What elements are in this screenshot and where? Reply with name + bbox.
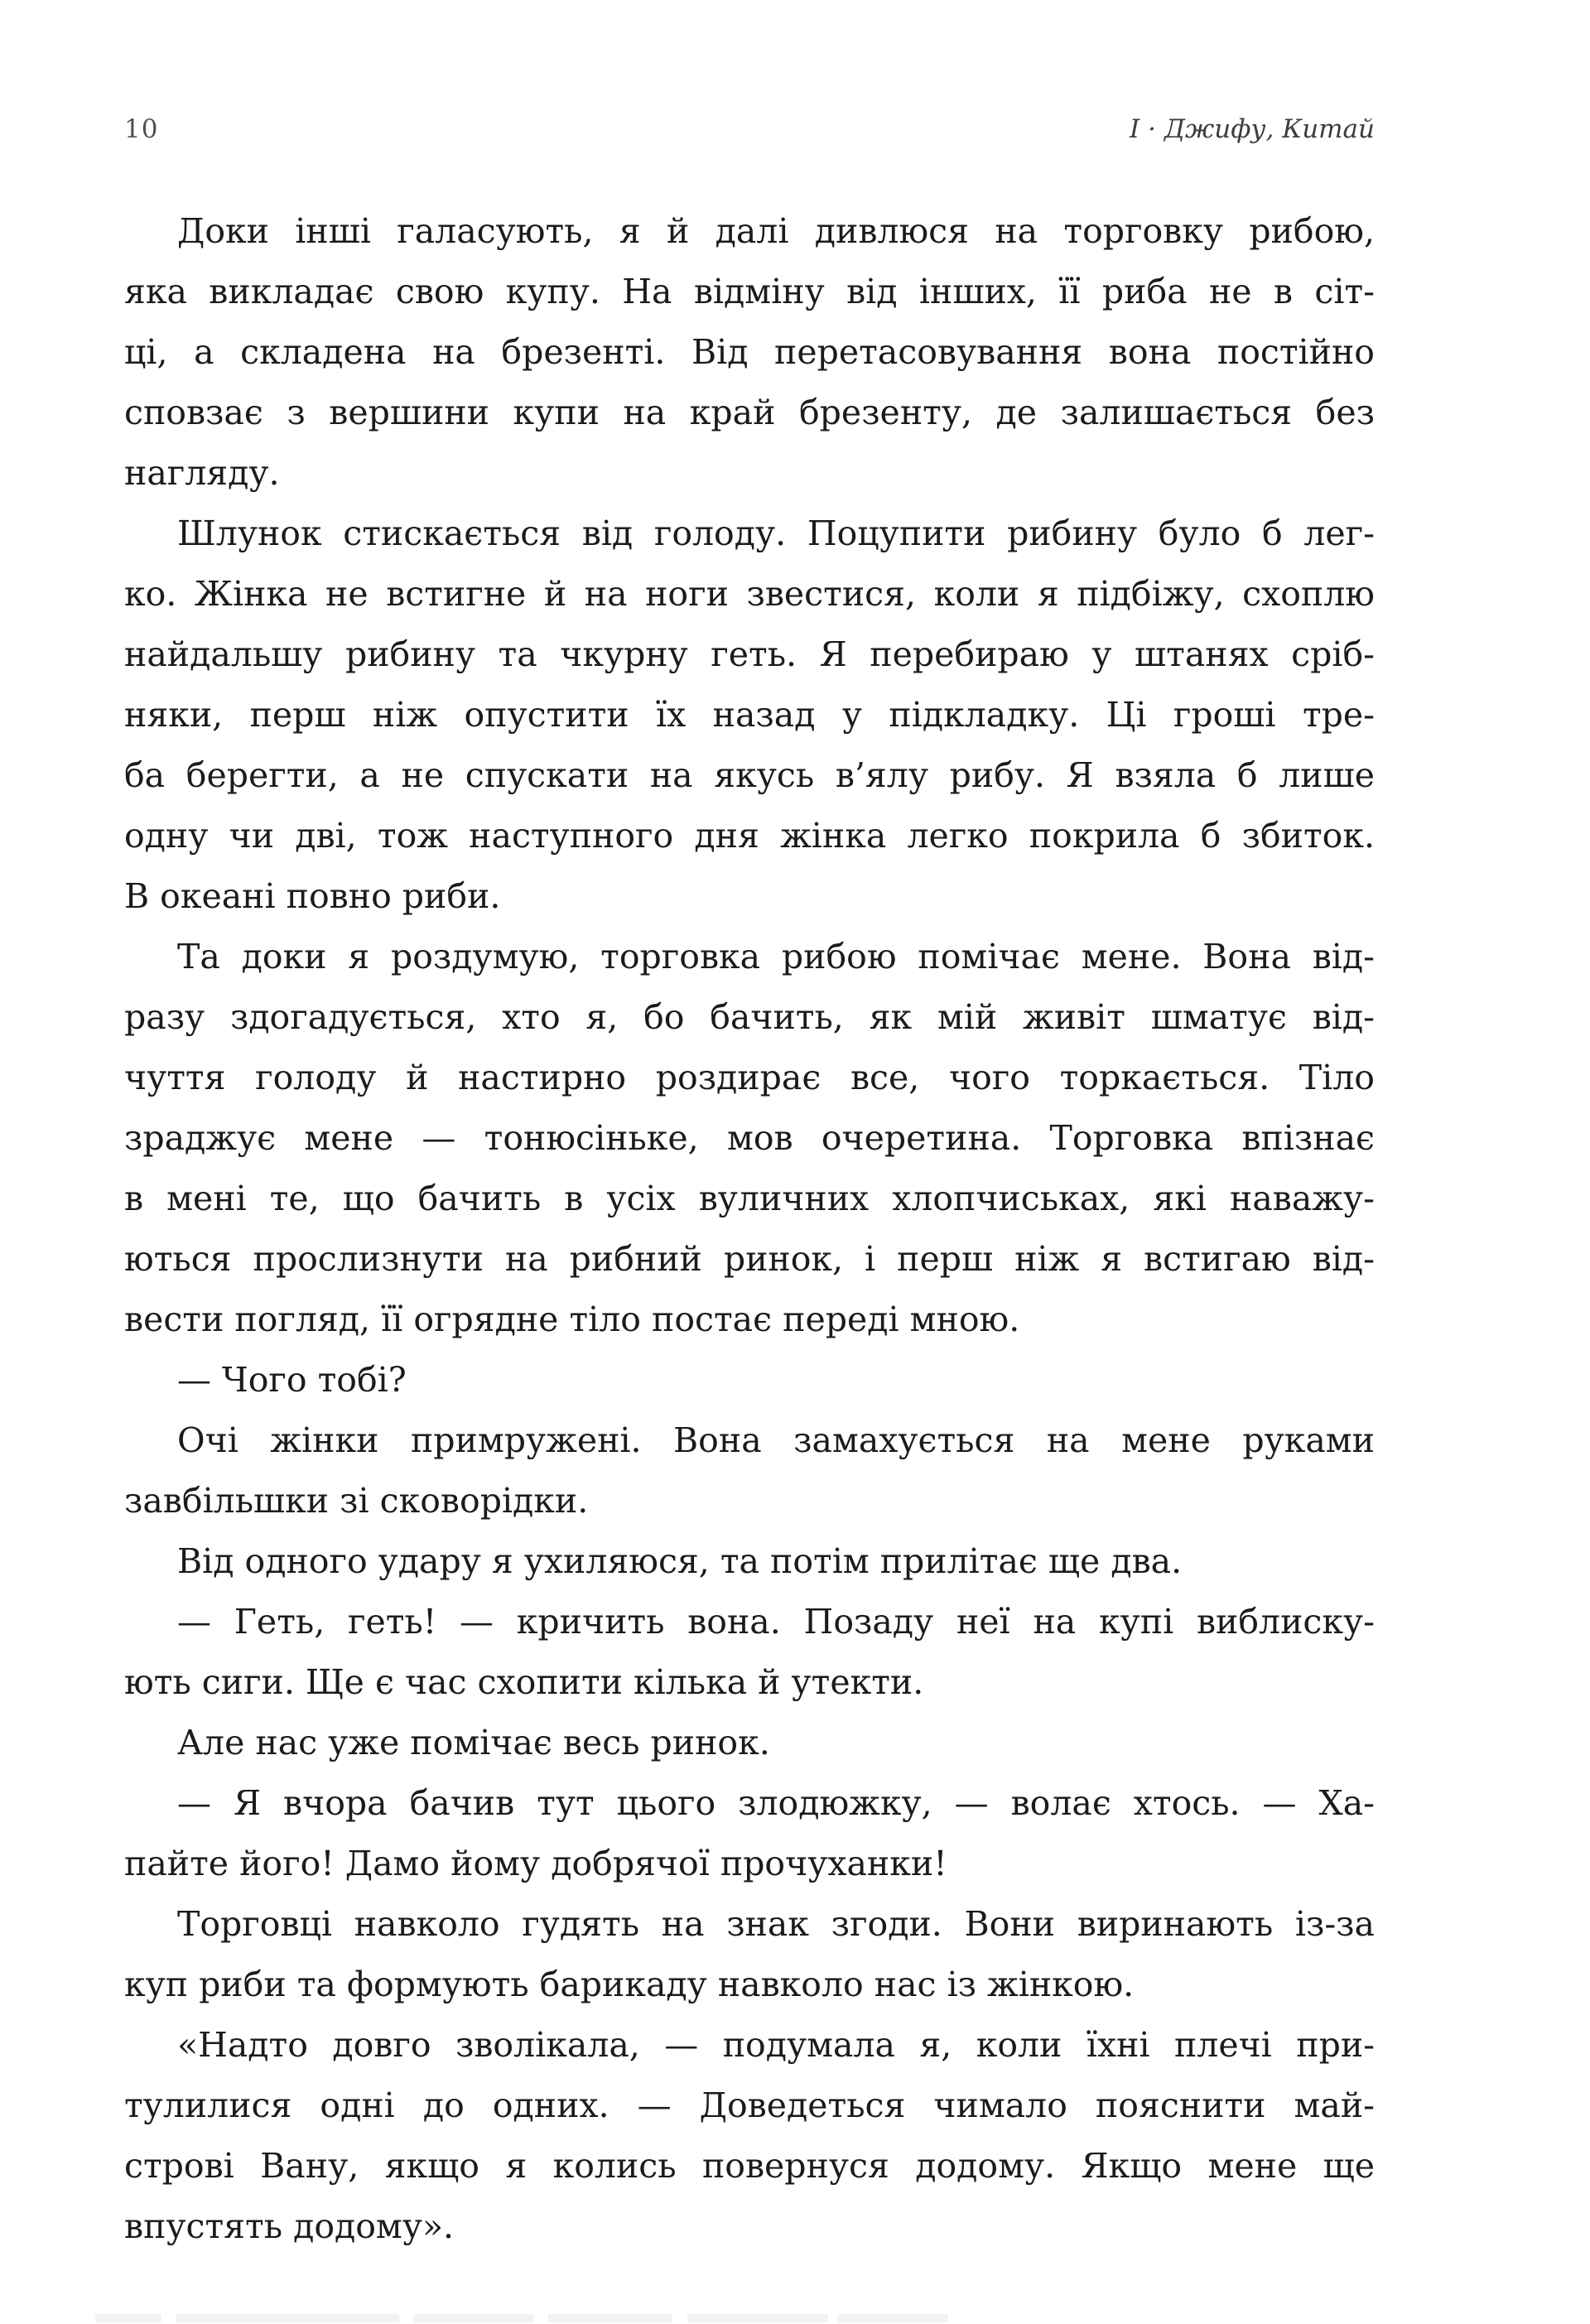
text-line: завбільшки зі сковорідки. xyxy=(124,1481,589,1521)
text-line: в мені те, що бачить в усіх вуличних хлопчиськах, які наважу- xyxy=(124,1179,1375,1218)
text-line: одну чи дві, тож наступного дня жінка легко покрила б збиток. xyxy=(124,816,1375,856)
text-line: — Я вчора бачив тут цього злодюжку, — волає хтось. — Ха- xyxy=(177,1783,1375,1823)
text-line: нагляду. xyxy=(124,453,280,493)
text-line: чуття голоду й настирно роздирає все, чого торкається. Тіло xyxy=(124,1058,1375,1097)
running-header xyxy=(124,114,1375,144)
text-line: куп риби та формують барикаду навколо нас із жінкою. xyxy=(124,1965,1135,2004)
text-line: ко. Жінка не встигне й на ноги звестися, коли я підбіжу, схоплю xyxy=(124,574,1375,614)
text-line: ють сиги. Ще є час схопити кілька й утекти. xyxy=(124,1662,924,1702)
text-line: тулилися одні до одних. — Доведеться чимало пояснити май- xyxy=(124,2085,1375,2125)
text-line: строві Вану, якщо я колись повернуся додому. Якщо мене ще xyxy=(124,2146,1375,2186)
text-line: няки, перш ніж опустити їх назад у підкладку. Ці гроші тре- xyxy=(124,695,1375,735)
text-line: пайте його! Дамо йому добрячої прочуханки! xyxy=(124,1844,947,1883)
text-line: Але нас уже помічає весь ринок. xyxy=(177,1723,770,1762)
text-line: Торговці навколо гудять на знак згоди. Вони виринають із-за xyxy=(177,1904,1375,1944)
text-line: — Геть, геть! — кричить вона. Позаду неї на купі виблиску- xyxy=(177,1602,1375,1642)
text-line: «Надто довго зволікала, — подумала я, коли їхні плечі при- xyxy=(177,2025,1375,2065)
text-line: — Чого тобі? xyxy=(177,1360,407,1400)
next-page-text-fragment xyxy=(687,2314,828,2322)
text-line: сповзає з вершини купи на край брезенту, де залишається без xyxy=(124,393,1375,432)
next-page-text-edge xyxy=(0,2314,1590,2324)
text-line: яка викладає свою купу. На відміну від інших, її риба не в сіт- xyxy=(124,272,1375,311)
text-line: В океані повно риби. xyxy=(124,876,501,916)
text-line: ба берегти, а не спускати на якусь в’ялу рибу. Я взяла б лише xyxy=(124,755,1375,795)
text-line: зраджує мене — тонюсіньке, мов очеретина. Торговка впізнає xyxy=(124,1118,1375,1158)
text-line: найдальшу рибину та чкурну геть. Я перебираю у штанях сріб- xyxy=(124,634,1375,674)
next-page-text-fragment xyxy=(548,2314,672,2322)
text-line: Від одного удару я ухиляюся, та потім прилітає ще два. xyxy=(177,1541,1183,1581)
text-line: Доки інші галасують, я й далі дивлюся на торговку рибою, xyxy=(177,211,1375,251)
page-number: 10 xyxy=(124,114,159,144)
text-line: впустять додому». xyxy=(124,2206,455,2246)
next-page-text-fragment xyxy=(414,2314,534,2322)
text-line: ються прослизнути на рибний ринок, і перш ніж я встигаю від- xyxy=(124,1239,1375,1279)
next-page-text-fragment xyxy=(176,2314,399,2322)
next-page-text-fragment xyxy=(95,2314,161,2322)
next-page-text-fragment xyxy=(838,2314,948,2322)
page-body-text xyxy=(124,201,1375,2257)
text-line: Та доки я роздумую, торговка рибою помічає мене. Вона від- xyxy=(177,937,1375,976)
text-line: Шлунок стискається від голоду. Поцупити рибину було б лег- xyxy=(177,513,1375,553)
text-line: вести погляд, її огрядне тіло постає переді мною. xyxy=(124,1299,1020,1339)
running-head-title: І · Джифу, Китай xyxy=(1130,114,1375,144)
text-line: разу здогадується, хто я, бо бачить, як мій живіт шматує від- xyxy=(124,997,1375,1037)
text-line: ці, а складена на брезенті. Від перетасовування вона постійно xyxy=(124,332,1375,372)
text-line: Очі жінки примружені. Вона замахується на мене руками xyxy=(177,1420,1375,1460)
